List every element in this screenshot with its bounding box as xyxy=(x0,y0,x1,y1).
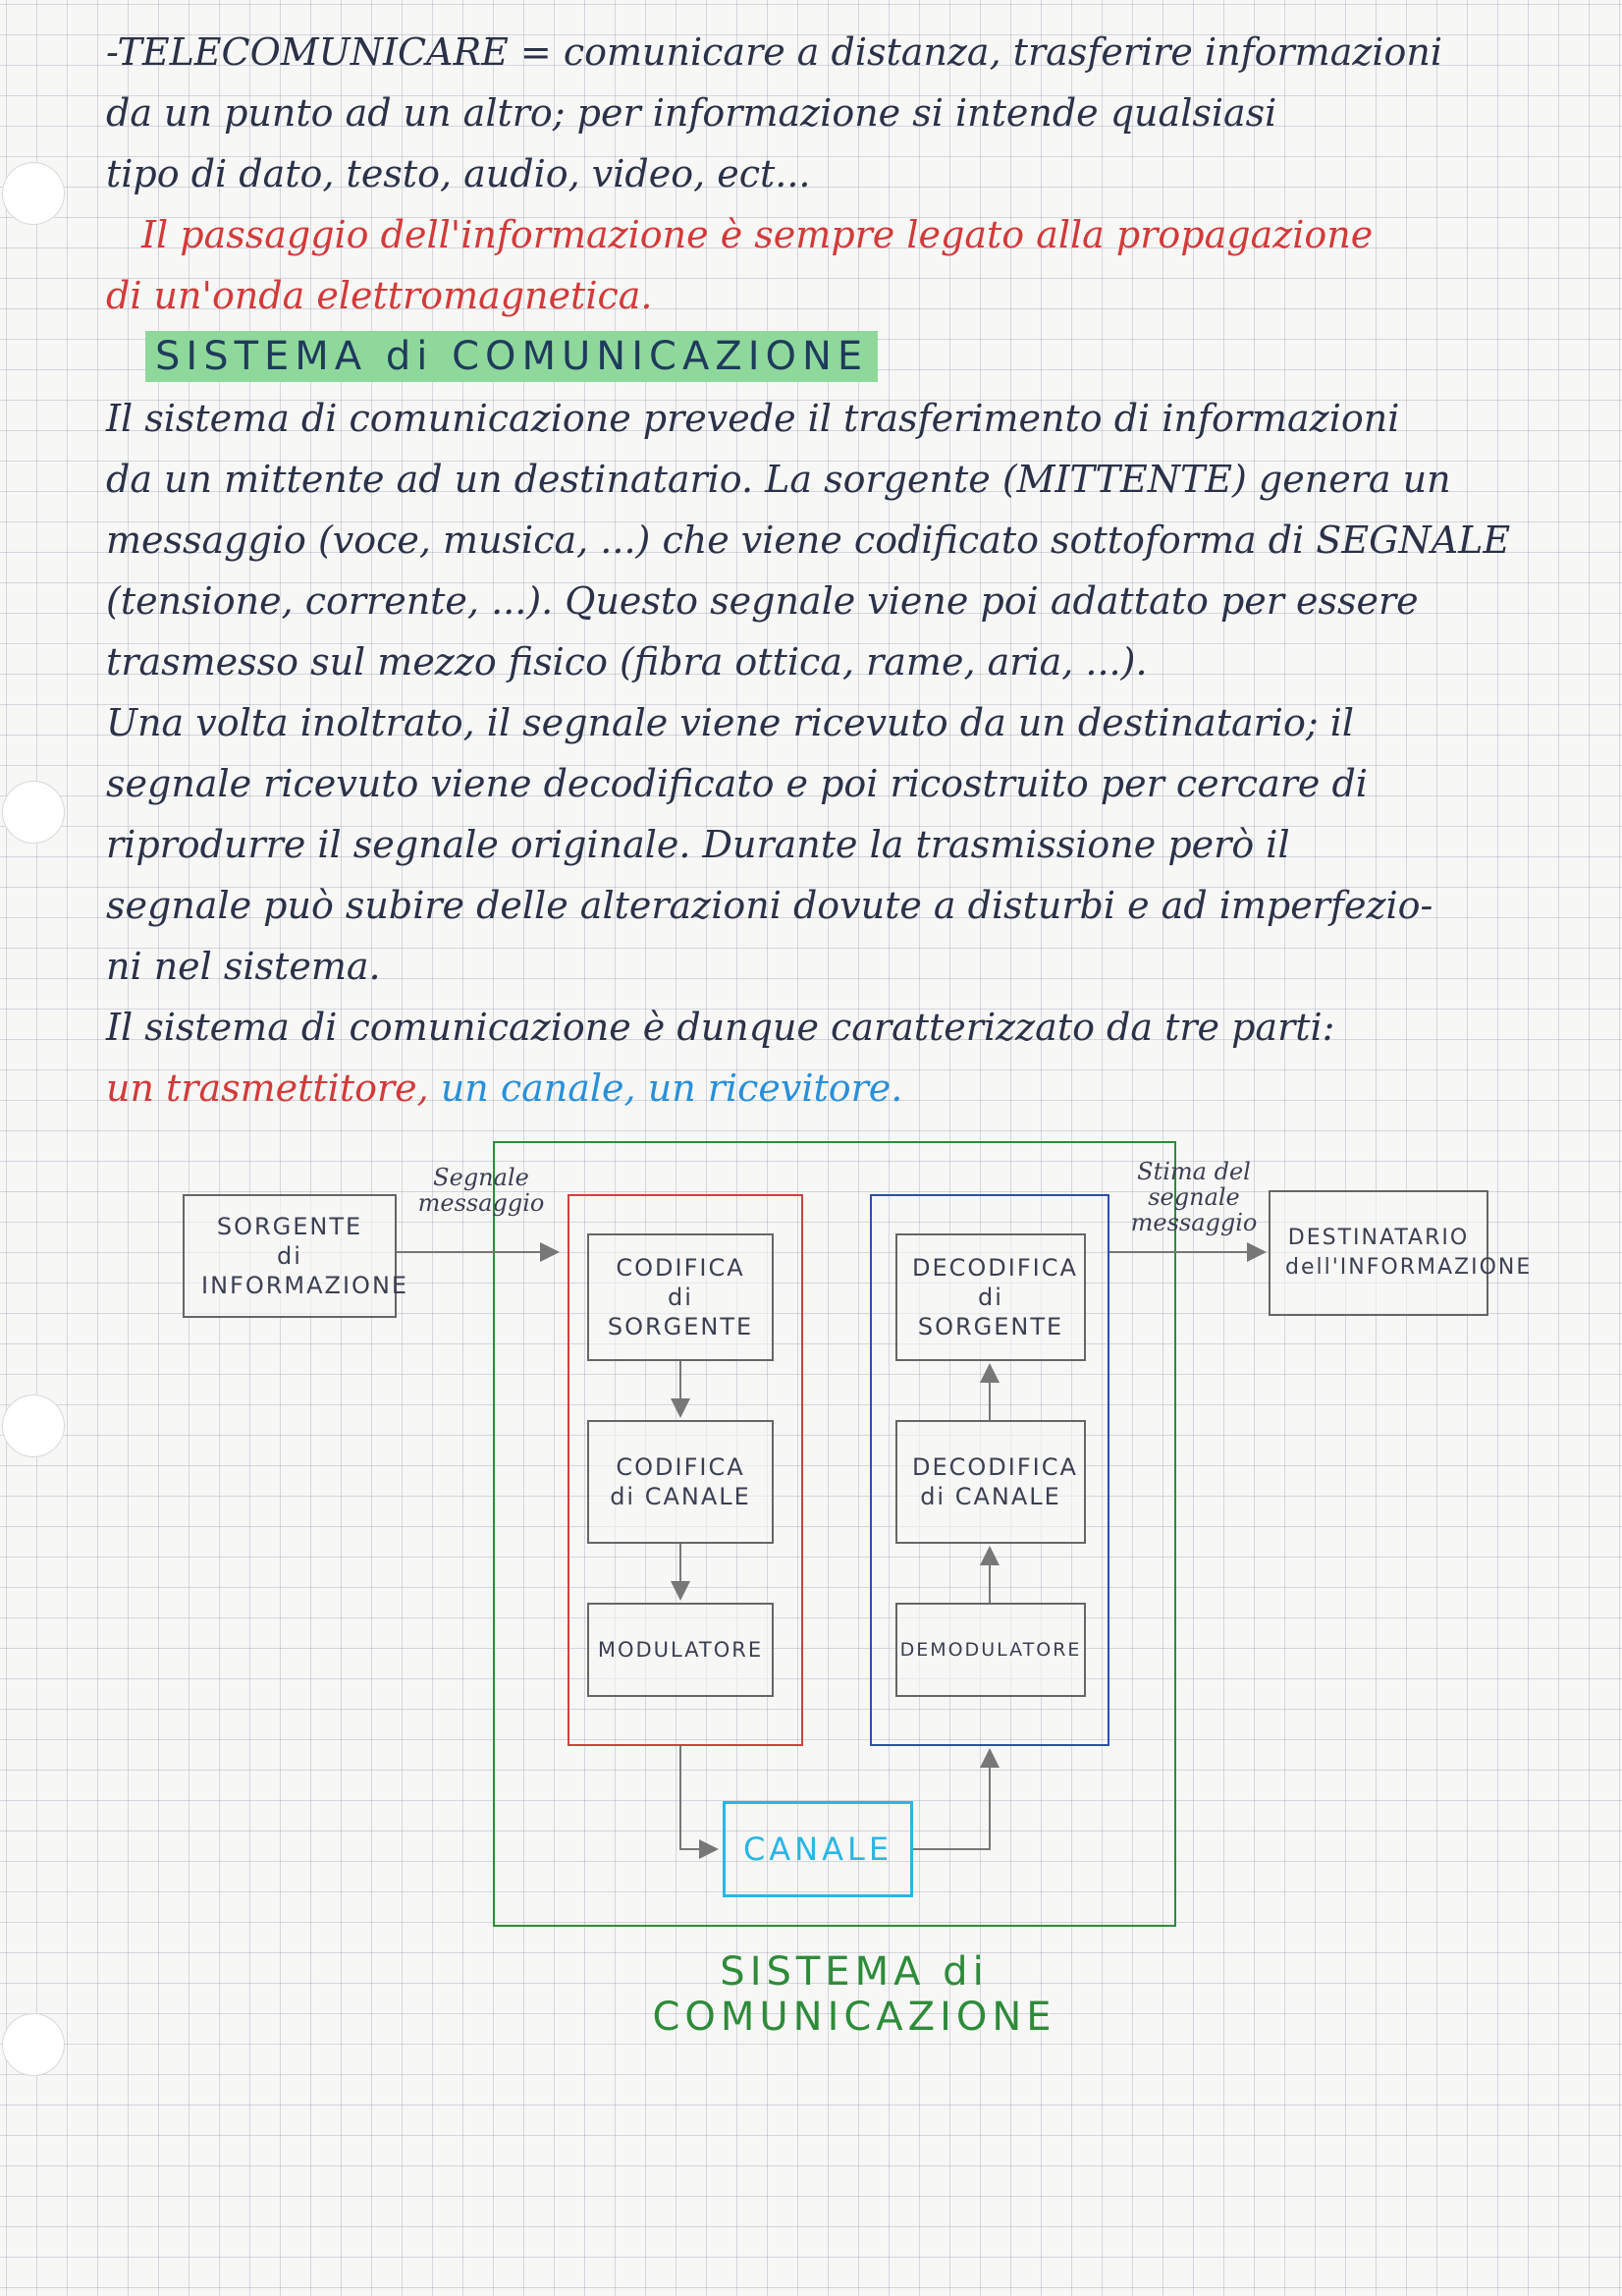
body-line: ni nel sistema. xyxy=(106,945,381,988)
definition-line: da un punto ad un altro; per informazione si intende qualsiasi xyxy=(106,91,1277,135)
channel-decoding-label: DECODIFICA di CANALE xyxy=(912,1453,1078,1510)
channel-label: CANALE xyxy=(742,1831,893,1868)
destination-box-label: DESTINATARIO dell'INFORMAZIONE xyxy=(1285,1226,1533,1280)
highlight-line: di un'onda elettromagnetica. xyxy=(106,274,653,317)
body-line: trasmesso sul mezzo fisico (fibra ottica, rame, aria, ...). xyxy=(106,640,1148,683)
part-channel: un canale, xyxy=(440,1066,636,1110)
part-transmitter: un trasmettitore, xyxy=(106,1066,429,1110)
body-line: da un mittente ad un destinatario. La sorgente (MITTENTE) genera un xyxy=(106,458,1451,501)
modulator-label: MODULATORE xyxy=(597,1638,764,1662)
body-line: Il sistema di comunicazione è dunque caratterizzato da tre parti: xyxy=(106,1006,1335,1049)
estimate-label: Stima del segnale messaggio xyxy=(1130,1158,1258,1236)
diagram-caption: SISTEMA di COMUNICAZIONE xyxy=(652,1949,1056,2040)
highlight-line: Il passaggio dell'informazione è sempre legato alla propagazione xyxy=(141,213,1374,256)
demodulator-label: DEMODULATORE xyxy=(899,1639,1082,1661)
body-line: segnale può subire delle alterazioni dovute a disturbi e ad imperfezio- xyxy=(106,884,1433,927)
signal-label: Segnale messaggio xyxy=(417,1164,545,1217)
definition-line: -TELECOMUNICARE = comunicare a distanza, trasferire informazioni xyxy=(106,30,1443,74)
arrow-channel-to-demod xyxy=(913,1752,990,1849)
section-heading: SISTEMA di COMUNICAZIONE xyxy=(145,331,878,382)
source-box-label: SORGENTE di INFORMAZIONE xyxy=(201,1213,409,1299)
channel-coding-label: CODIFICA di CANALE xyxy=(610,1453,751,1510)
body-line: Il sistema di comunicazione prevede il trasferimento di informazioni xyxy=(106,397,1400,440)
body-line: segnale ricevuto viene decodificato e poi ricostruito per cercare di xyxy=(106,762,1368,805)
source-decoding-label: DECODIFICA di SORGENTE xyxy=(912,1254,1078,1340)
body-line: Una volta inoltrato, il segnale viene ricevuto da un destinatario; il xyxy=(106,701,1355,744)
body-line: riprodurre il segnale originale. Durante la trasmissione però il xyxy=(106,823,1290,866)
source-coding-label: CODIFICA di SORGENTE xyxy=(607,1254,754,1340)
body-line: (tensione, corrente, ...). Questo segnale viene poi adattato per essere xyxy=(106,579,1419,623)
arrow-mod-to-channel xyxy=(680,1746,715,1849)
definition-line: tipo di dato, testo, audio, video, ect... xyxy=(106,152,811,195)
part-receiver: un ricevitore. xyxy=(647,1066,903,1110)
body-line: messaggio (voce, musica, ...) che viene codificato sottoforma di SEGNALE xyxy=(106,519,1511,562)
